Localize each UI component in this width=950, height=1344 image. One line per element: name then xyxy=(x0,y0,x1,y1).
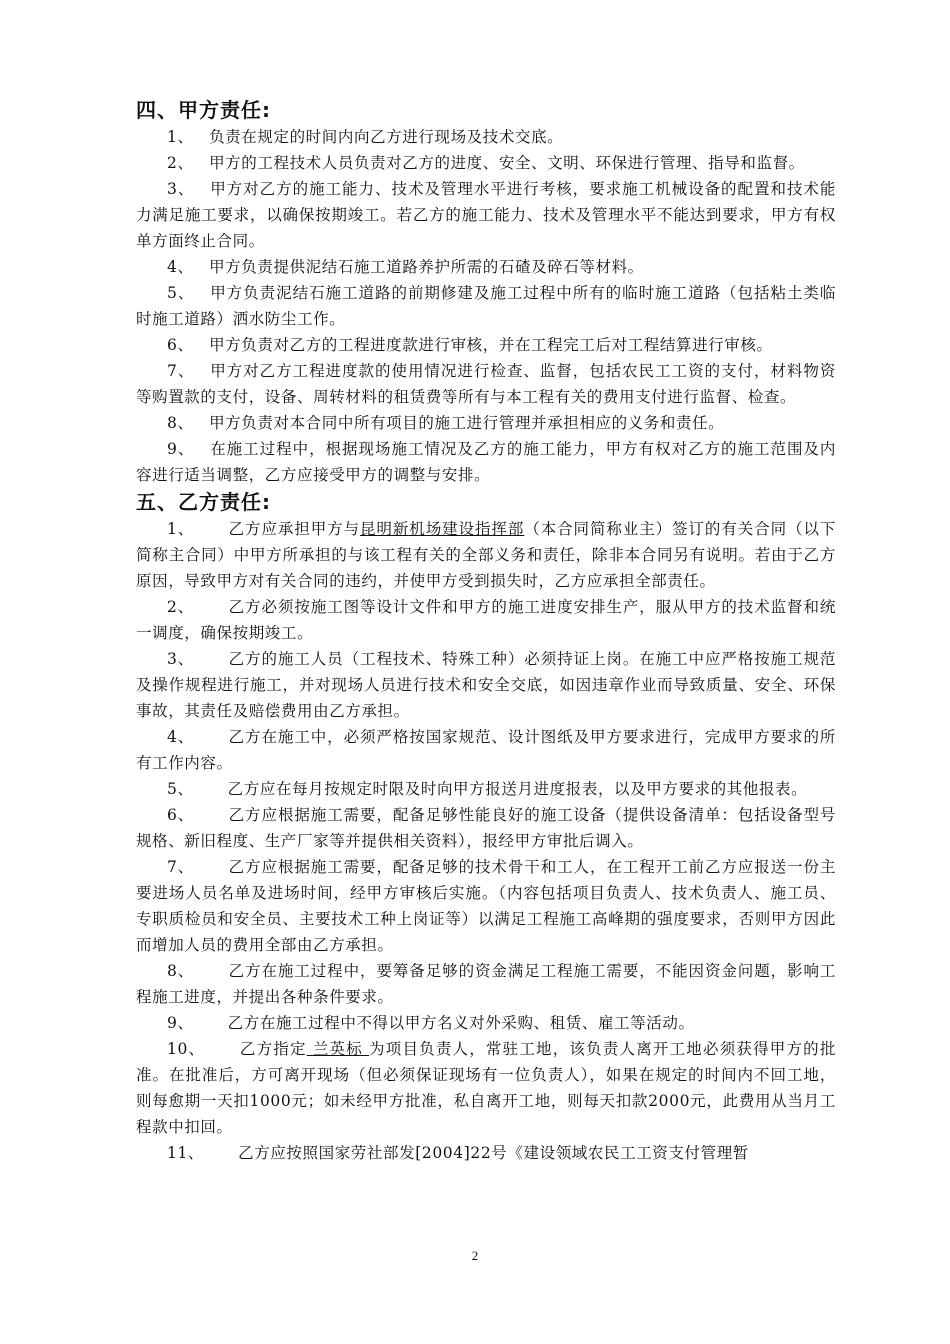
clause-text: 甲方负责提供泥结石施工道路养护所需的石碴及碎石等材料。 xyxy=(209,258,644,276)
clause-text: 甲方负责对乙方的工程进度款进行审核，并在工程完工后对工程结算进行审核。 xyxy=(209,336,773,354)
clause-5-11 xyxy=(136,1140,836,1166)
clause-text: 甲方负责对本合同中所有项目的施工进行管理并承担相应的义务和责任。 xyxy=(209,414,725,432)
clause-5-3 xyxy=(136,646,836,724)
clause-4-6 xyxy=(136,332,836,358)
clause-text: 乙方应承担甲方与 xyxy=(228,520,361,538)
clause-5-1 xyxy=(136,516,836,594)
clause-text: 负责在规定的时间内向乙方进行现场及技术交底。 xyxy=(209,128,564,146)
page-content xyxy=(136,96,836,1166)
page-number: 2 xyxy=(471,1248,479,1263)
clause-text: （本合同简称业主）签订的有关合同（以下简称主合同）中甲方所承担的与该工程有关的全部义务和责任，除非本合同另有说明。若由于乙方原因，导致甲方对有关合同的违约，并使甲方受到损失时，乙方应承担全部责任。 xyxy=(136,520,836,590)
clause-5-2 xyxy=(136,594,836,646)
clause-number: 11、 xyxy=(167,1144,205,1162)
project-manager-name: 兰英标 xyxy=(306,1040,370,1058)
clause-number: 8、 xyxy=(167,414,194,432)
clause-number: 7、 xyxy=(167,858,195,876)
clause-number: 9、 xyxy=(167,1014,194,1032)
clause-text: 乙方应按照国家劳社部发[2004]22号《建设领域农民工工资支付管理暂 xyxy=(238,1144,749,1162)
clause-4-2 xyxy=(136,150,836,176)
clause-text: 甲方对乙方工程进度款的使用情况进行检查、监督，包括农民工工资的支付，材料物资等购置款的支付，设备、周转材料的租赁费等所有与本工程有关的费用支付进行监督、检查。 xyxy=(136,362,836,406)
clause-number: 6、 xyxy=(167,336,194,354)
clause-number: 5、 xyxy=(167,780,194,798)
clause-5-7 xyxy=(136,854,836,958)
section-5-list xyxy=(136,516,836,1166)
clause-number: 2、 xyxy=(167,154,194,172)
clause-5-8 xyxy=(136,958,836,1010)
clause-text: 乙方应根据施工需要，配备足够的技术骨干和工人，在工程开工前乙方应报送一份主要进场人员名单及进场时间，经甲方审核后实施。（内容包括项目负责人、技术负责人、施工员、专职质检员和安全员、主要技术工种上岗证等）以满足工程施工高峰期的强度要求，否则甲方因此而增加人员的费用全部由乙方承担。 xyxy=(136,858,837,954)
clause-number: 3、 xyxy=(167,650,195,668)
clause-4-3 xyxy=(136,176,836,254)
clause-5-10 xyxy=(136,1036,836,1140)
clause-number: 8、 xyxy=(167,962,195,980)
clause-number: 1、 xyxy=(167,520,195,538)
clause-4-7 xyxy=(136,358,836,410)
clause-text: 乙方在施工过程中，要筹备足够的资金满足工程施工需要，不能因资金问题，影响工程施工进度，并提出各种条件要求。 xyxy=(136,962,837,1006)
section-4-list xyxy=(136,124,836,488)
clause-text: 乙方指定 xyxy=(239,1040,307,1058)
clause-text: 乙方应在每月按规定时限及时向甲方报送月进度报表，以及甲方要求的其他报表。 xyxy=(227,780,808,798)
clause-text: 乙方必须按施工图等设计文件和甲方的施工进度安排生产，服从甲方的技术监督和统一调度，确保按期竣工。 xyxy=(136,598,837,642)
clause-text: 乙方在施工中，必须严格按国家规范、设计图纸及甲方要求进行，完成甲方要求的所有工作内容。 xyxy=(136,728,837,772)
clause-number: 6、 xyxy=(167,806,195,824)
clause-4-9 xyxy=(136,436,836,488)
clause-4-4 xyxy=(136,254,836,280)
section-4-heading: 四、甲方责任: xyxy=(136,98,271,122)
clause-text: 为项目负责人，常驻工地，该负责人离开工地必须获得甲方的批准。在批准后，方可离开现场（但必须保证现场有一位负责人），如果在规定的时间内不回工地，则每愈期一天扣1000元；如未经甲方批准，私自离开工地，则每天扣款2000元，此费用从当月工程款中扣回。 xyxy=(136,1040,836,1136)
clause-number: 4、 xyxy=(167,728,195,746)
clause-number: 9、 xyxy=(167,440,195,458)
clause-text: 乙方应根据施工需要，配备足够性能良好的施工设备（提供设备清单：包括设备型号规格、新旧程度、生产厂家等并提供相关资料），报经甲方审批后调入。 xyxy=(136,806,837,850)
clause-text: 乙方的施工人员（工程技术、特殊工种）必须持证上岗。在施工中应严格按施工规范及操作规程进行施工，并对现场人员进行技术和安全交底，如因违章作业而导致质量、安全、环保事故，其责任及赔偿费用由乙方承担。 xyxy=(136,650,837,720)
clause-number: 2、 xyxy=(167,598,195,616)
clause-text: 乙方在施工过程中不得以甲方名义对外采购、租赁、雇工等活动。 xyxy=(227,1014,695,1032)
clause-text: 在施工过程中，根据现场施工情况及乙方的施工能力，甲方有权对乙方的施工范围及内容进行适当调整，乙方应接受甲方的调整与安排。 xyxy=(136,440,836,484)
clause-number: 7、 xyxy=(167,362,195,380)
clause-5-4 xyxy=(136,724,836,776)
clause-5-9 xyxy=(136,1010,836,1036)
clause-number: 10、 xyxy=(167,1040,206,1058)
employer-name: 昆明新机场建设指挥部 xyxy=(360,520,525,538)
clause-text: 甲方负责泥结石施工道路的前期修建及施工过程中所有的临时施工道路（包括粘土类临时施工道路）洒水防尘工作。 xyxy=(136,284,836,328)
clause-number: 4、 xyxy=(167,258,194,276)
clause-text: 甲方对乙方的施工能力、技术及管理水平进行考核，要求施工机械设备的配置和技术能力满足施工要求，以确保按期竣工。若乙方的施工能力、技术及管理水平不能达到要求，甲方有权单方面终止合同。 xyxy=(136,180,836,250)
clause-4-5 xyxy=(136,280,836,332)
clause-5-6 xyxy=(136,802,836,854)
clause-number: 1、 xyxy=(167,128,194,146)
section-5-heading: 五、乙方责任: xyxy=(136,490,271,514)
clause-number: 3、 xyxy=(167,180,195,198)
clause-text: 甲方的工程技术人员负责对乙方的进度、安全、文明、环保进行管理、指导和监督。 xyxy=(209,154,805,172)
clause-4-1 xyxy=(136,124,836,150)
clause-5-5 xyxy=(136,776,836,802)
clause-4-8 xyxy=(136,410,836,436)
clause-number: 5、 xyxy=(167,284,195,302)
